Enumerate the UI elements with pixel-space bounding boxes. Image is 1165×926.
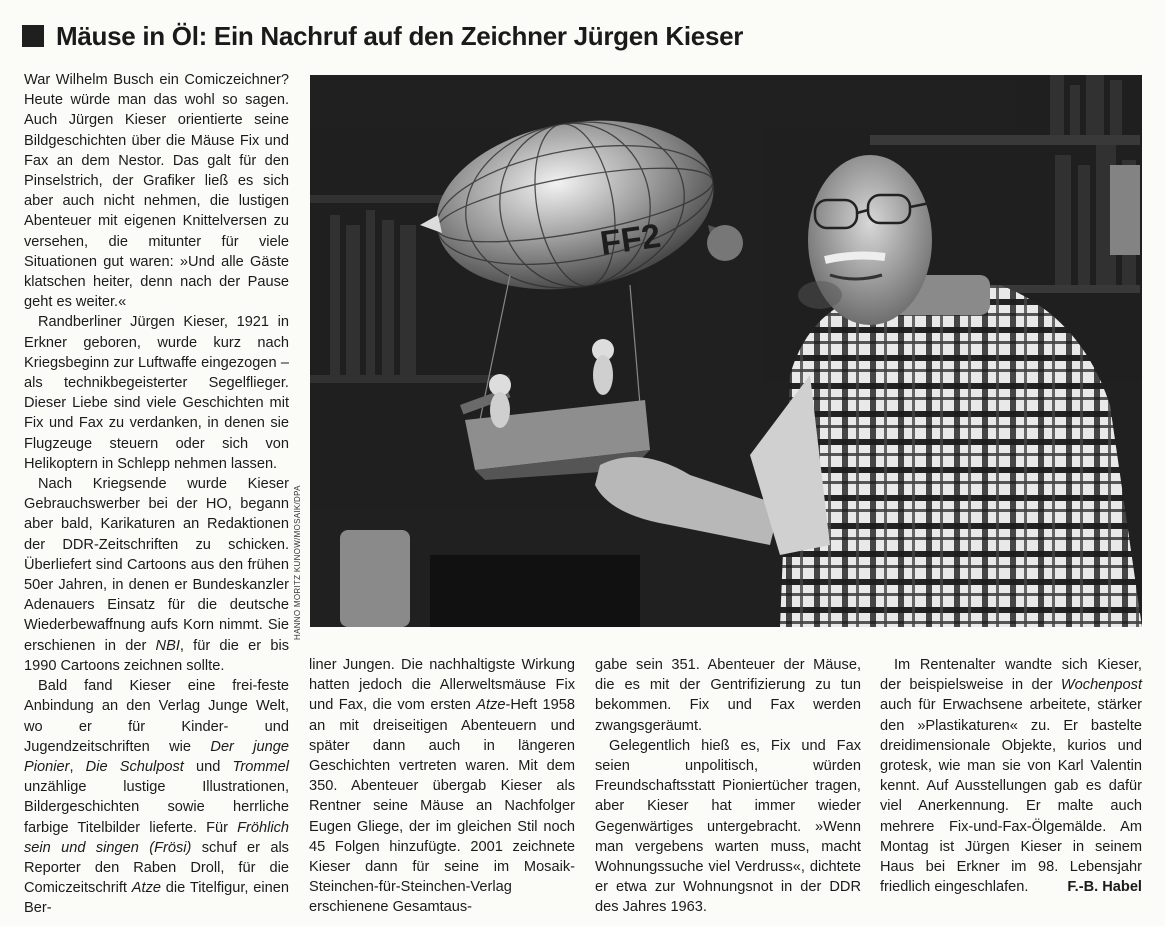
text-run: schuf er als Reporter den Raben Droll, für die Comiczeitschrift [24, 839, 289, 897]
article-column-3 [595, 655, 861, 918]
author-byline: F.-B. Habel [1067, 879, 1142, 896]
publication-nbi: NBI [155, 637, 180, 654]
paragraph-7: Gelegentlich hieß es, Fix und Fax seien unpolitisch, würden Freundschaftsstatt Pioniertücher tragen, aber Kieser hat immer wieder Gegenwärtiges untergebracht. »Wenn man vergebens warten muss, macht Wohnungssuche viel Verdruss«, dichtete er etwa zur Wohnungsnot in der DDR des Jahres 1963. [595, 737, 861, 916]
text-run: Im Rentenalter wandte sich Kieser, der beispielsweise in der [880, 657, 1142, 694]
publication-wochenpost: Wochenpost [1060, 677, 1142, 694]
paragraph-3 [24, 474, 289, 676]
airship-lettering: FF2 [597, 216, 663, 263]
text-run: und [183, 758, 233, 775]
canister [340, 530, 410, 627]
text-run: -Heft 1958 an mit dreiseitigen Abenteuern und später dann auch in längeren Geschichten vertreten waren. Mit dem 350. Abenteuer übergab Kieser als Rentner seine Mäuse an Nachfolger Eugen Gliege, der im gleichen Stil noch 45 Folgen hinzufügte. 2001 zeichnete Kieser dann für seine im Mosaik-Steinchen-für-Steinchen-Verlag erschienene Gesamtaus- [309, 697, 575, 916]
headline-bar [22, 16, 1142, 56]
article-column-1 [24, 70, 289, 919]
text-run: liner Jungen. Die nachhaltigste Wirkung hatten jedoch die Allerweltsmäuse Fix und Fax, die vom ersten [309, 657, 575, 714]
text-run: unzählige lustige Illustrationen, Bildergeschichten sowie herrliche farbige Titelbilder lieferte. Für [24, 779, 289, 836]
publication-trommel: Trommel [232, 758, 289, 775]
text-run: , [69, 758, 86, 775]
publication-der-junge-pionier: Der junge Pionier [24, 738, 290, 775]
text-run: die Titelfigur, einen Ber- [24, 880, 289, 917]
text-run: Bald fand Kieser eine frei-feste Anbindung an den Verlag Junge Welt, wo er für Kinder- und Jugendzeitschriften wie [24, 678, 289, 755]
publication-atze: Atze [131, 880, 161, 897]
paragraph-5 [309, 655, 575, 918]
article-photo [310, 75, 1142, 627]
paragraph-6: gabe sein 351. Abenteuer der Mäuse, die es mit der Gentrifizierung zu tun bekommen. Fix und Fax werden zwangsgeräumt. [595, 657, 861, 734]
paragraph-8 [880, 655, 1142, 897]
publication-froesi: Fröhlich sein und singen (Frösi) [24, 819, 289, 856]
article-column-4 [880, 655, 1142, 897]
photo-illustration [310, 75, 1142, 627]
paragraph-2: Randberliner Jürgen Kieser, 1921 in Erkner geboren, wurde kurz nach Kriegsbeginn zur Luftwaffe eingezogen – als technikbegeisterter Segelflieger. Dieser Liebe sind viele Geschichten mit Fix und Fax zu verdanken, in denen sie Flugzeuge steuern oder sich von Helikoptern in Schlepp nehmen lassen. [24, 314, 289, 472]
paragraph-4 [24, 676, 289, 918]
article-column-2 [309, 655, 575, 918]
publication-die-schulpost: Die Schulpost [85, 758, 184, 775]
headline-square-marker [22, 25, 44, 47]
paragraph-1: War Wilhelm Busch ein Comiczeichner? Heute würde man das wohl so sagen. Auch Jürgen Kieser orientierte seine Bildgeschichten über die Mäuse Fix und Fax an dem Nestor. Das galt für den Pinselstrich, der Grafiker ließ es sich aber auch nicht nehmen, die lustigen Abenteuer mit eigenen Knittelversen zu versehen, die mitunter für viele Situationen gut waren: »Und alle Gäste klatschen heiter, denn nach der Pause geht es weiter.« [24, 72, 289, 311]
article-headline: Mäuse in Öl: Ein Nachruf auf den Zeichner Jürgen Kieser [56, 20, 744, 51]
text-run: Nach Kriegsende wurde Kieser Gebrauchswerber bei der HO, begann aber bald, Karikaturen an Redaktionen der DDR-Zeitschriften zu schicken. Überliefert sind Cartoons aus den frühen 50er Jahren, in denen er Bundeskanzler Adenauers Einsatz für die deutsche Wiederbewaffnung aufs Korn nimmt. Sie erschienen in der [24, 476, 289, 654]
photo-credit: HANNO MORITZ KUNOW/MOSAIK/DPA [293, 485, 302, 640]
publication-atze: Atze [476, 697, 506, 714]
text-run: auch für Erwachsene arbeitete, stärker den »Plastikaturen« zu. Er bastelte dreidimensionale Objekte, kurios und grotesk, wie man sie von Karl Valentin kennt. Auf Ausstellungen gab es dafür viel Anerkennung. Er malte auch mehrere Fix-und-Fax-Ölgemälde. Am Montag ist Jürgen Kieser in seinem Haus bei Erkner im 98. Lebensjahr friedlich eingeschlafen. [880, 697, 1142, 896]
text-run: , für die er bis 1990 Cartoons zeichnen sollte. [24, 637, 289, 674]
